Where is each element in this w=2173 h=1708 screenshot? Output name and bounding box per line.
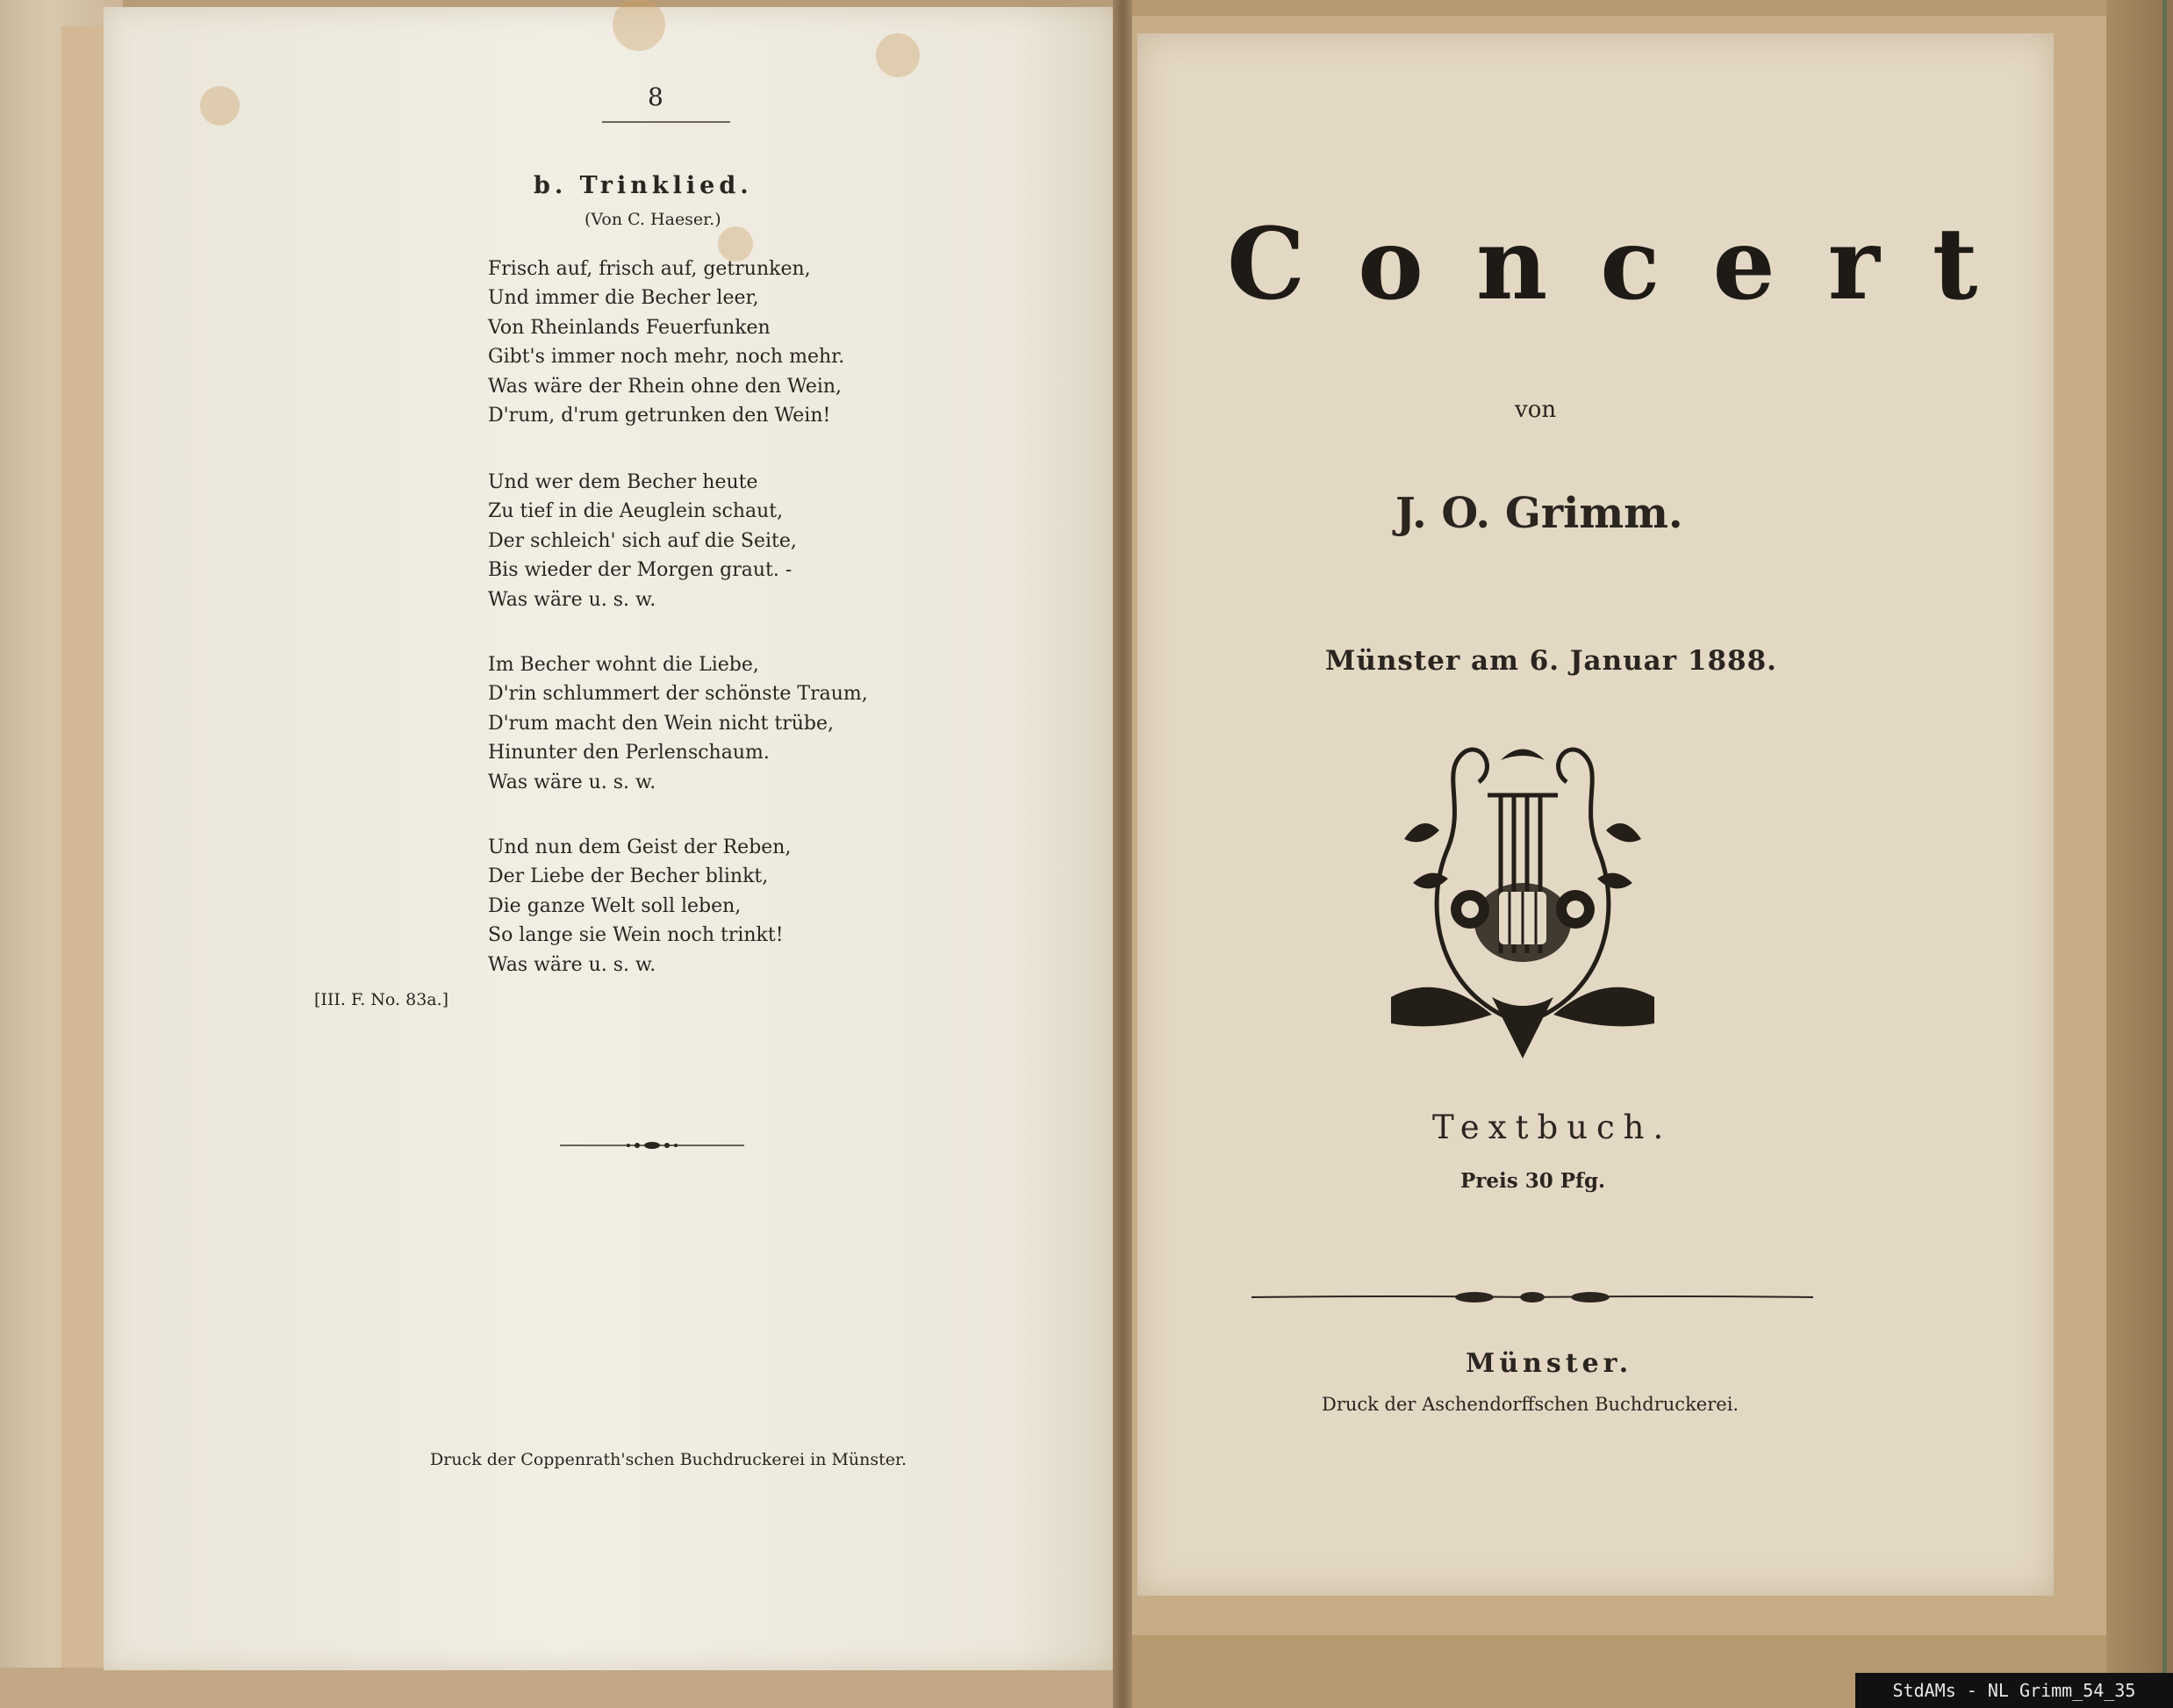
page-number: 8 (648, 83, 663, 111)
verse-3 (488, 650, 868, 797)
von-text: von (1515, 397, 1557, 423)
verse-line: Gibt's immer noch mehr, noch mehr. (488, 346, 845, 369)
song-author: (Von C. Haeser.) (584, 210, 721, 229)
decorative-rule-left-icon (560, 1139, 744, 1152)
book-gutter (1113, 0, 1134, 1708)
verse-line: Was wäre u. s. w. (488, 771, 656, 793)
verse-line: Die ganze Welt soll leben, (488, 894, 742, 917)
verse-line: Der Liebe der Becher blinkt, (488, 865, 769, 888)
verse-line: Der schleich' sich auf die Seite, (488, 529, 797, 552)
archive-tag: StdAMs - NL Grimm_54_35 (1855, 1673, 2173, 1708)
verse-line: D'rum macht den Wein nicht trübe, (488, 712, 834, 735)
verse-line: Hinunter den Perlenschaum. (488, 742, 770, 764)
bottom-paper-strip (0, 1668, 1123, 1708)
verse-line: Bis wieder der Morgen graut. - (488, 559, 792, 582)
decorative-rule-right-icon (1251, 1287, 1813, 1308)
verse-4 (488, 833, 791, 980)
printer-imprint-left: Druck der Coppenrath'schen Buchdruckerei in Münster. (430, 1450, 907, 1469)
verse-line: Von Rheinlands Feuerfunken (488, 316, 771, 339)
verse-1 (488, 255, 844, 430)
composer-name: J. O. Grimm. (1395, 489, 1683, 538)
verse-line: Und nun dem Geist der Reben, (488, 836, 792, 858)
price-label: Preis 30 Pfg. (1460, 1169, 1606, 1193)
lyre-ornament-icon (1387, 734, 1659, 1059)
city-name: Münster. (1466, 1348, 1633, 1379)
song-title: b. Trinklied. (534, 172, 753, 199)
printer-imprint-right: Druck der Aschendorffschen Buchdruckerei. (1322, 1394, 1739, 1415)
paper-stain (200, 86, 240, 126)
verse-line: Und wer dem Becher heute (488, 471, 758, 493)
paper-stain (613, 0, 665, 51)
verse-line: Und immer die Becher leer, (488, 287, 759, 310)
verse-line: Was wäre der Rhein ohne den Wein, (488, 375, 843, 398)
verse-line: D'rin schlummert der schönste Traum, (488, 683, 868, 706)
verse-line: Was wäre u. s. w. (488, 953, 656, 976)
verse-line: Was wäre u. s. w. (488, 588, 656, 611)
verse-line: So lange sie Wein noch trinkt! (488, 924, 784, 947)
concert-date: Münster am 6. Januar 1888. (1325, 645, 1777, 677)
verse-line: Frisch auf, frisch auf, getrunken, (488, 258, 811, 280)
verse-line: Im Becher wohnt die Liebe, (488, 654, 759, 676)
textbook-label: Textbuch. (1432, 1109, 1673, 1146)
catalog-reference: [III. F. No. 83a.] (314, 990, 449, 1009)
page-number-rule (602, 121, 730, 123)
concert-title: Concert (1227, 207, 2031, 322)
verse-line: D'rum, d'rum getrunken den Wein! (488, 404, 831, 427)
verse-2 (488, 468, 797, 614)
paper-stain (876, 33, 920, 77)
green-edge-line (2162, 0, 2167, 1708)
verse-line: Zu tief in die Aeuglein schaut, (488, 500, 784, 523)
